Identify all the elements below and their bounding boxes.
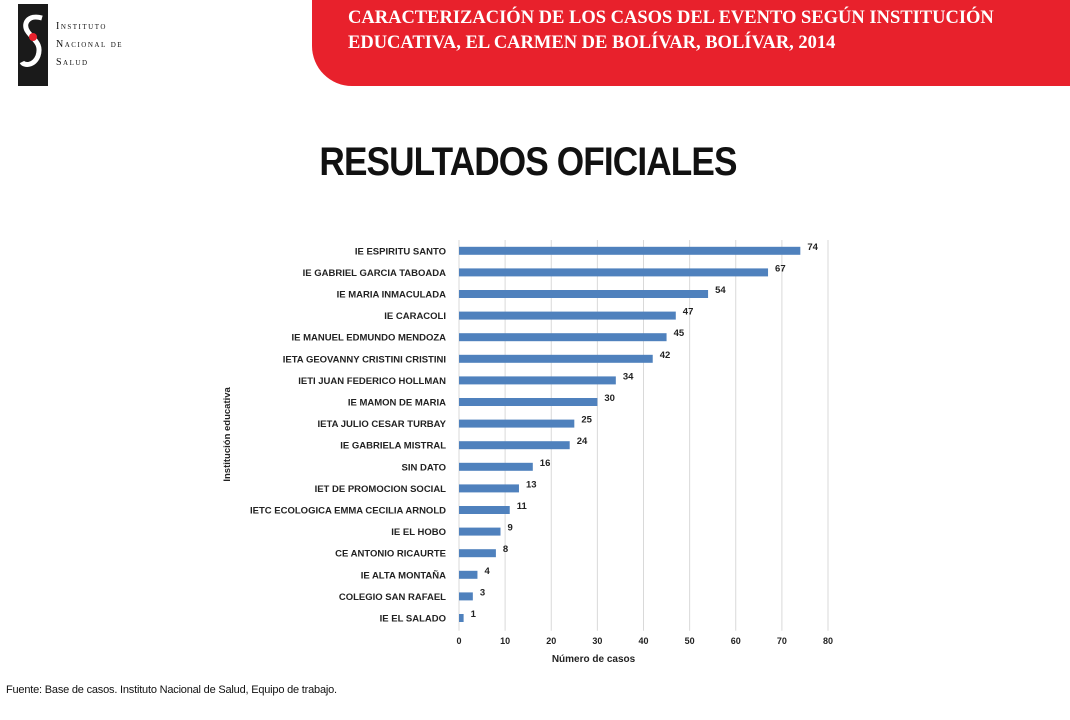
category-label-9: IE GABRIELA MISTRAL xyxy=(340,440,446,452)
bar-chart xyxy=(0,230,1070,670)
bar-4 xyxy=(459,333,667,341)
category-label-0: IE ESPIRITU SANTO xyxy=(354,246,446,258)
x-tick-label-8: 80 xyxy=(822,635,834,646)
bar-0 xyxy=(459,247,800,255)
main-title: RESULTADOS OFICIALES xyxy=(319,140,737,184)
category-label-12: IETC ECOLOGICA EMMA CECILIA ARNOLD xyxy=(250,505,446,517)
bar-5 xyxy=(459,355,653,363)
bar-1 xyxy=(459,268,768,276)
data-label-0: 74 xyxy=(807,241,818,253)
data-label-17: 1 xyxy=(470,609,476,620)
bar-14 xyxy=(459,549,496,557)
category-label-7: IE MAMON DE MARIA xyxy=(347,397,446,409)
category-label-17: IE EL SALADO xyxy=(379,613,446,625)
y-axis-title: Institución educativa xyxy=(222,387,233,482)
bar-8 xyxy=(459,420,574,428)
data-label-10: 16 xyxy=(539,457,551,469)
bar-17 xyxy=(459,614,464,622)
data-label-6: 34 xyxy=(622,371,634,383)
category-label-5: IETA GEOVANNY CRISTINI CRISTINI xyxy=(282,354,446,366)
x-tick-label-1: 10 xyxy=(500,635,511,646)
x-tick-label-6: 60 xyxy=(730,635,741,646)
x-tick-label-4: 40 xyxy=(638,635,649,646)
bar-6 xyxy=(459,376,616,384)
category-label-14: CE ANTONIO RICAURTE xyxy=(335,548,446,560)
category-label-13: IE EL HOBO xyxy=(391,527,446,539)
data-label-4: 45 xyxy=(673,328,685,340)
category-label-15: IE ALTA MONTAÑA xyxy=(360,570,446,582)
bar-10 xyxy=(459,463,533,471)
bar-9 xyxy=(459,441,570,449)
x-axis-title: Número de casos xyxy=(551,653,636,665)
logo-line-3: Salud xyxy=(56,57,89,68)
bar-7 xyxy=(459,398,597,406)
bar-16 xyxy=(459,592,473,600)
bar-12 xyxy=(459,506,510,514)
bar-15 xyxy=(459,571,477,579)
banner-title: CARACTERIZACIÓN DE LOS CASOS DEL EVENTO SEGÚN INSTITUCIÓN EDUCATIVA, EL CARMEN DE BOLÍVAR, BOLÍVAR, 2014 xyxy=(348,8,994,53)
x-tick-label-2: 20 xyxy=(546,635,557,646)
category-label-2: IE MARIA INMACULADA xyxy=(336,289,446,301)
bar-3 xyxy=(459,312,676,320)
category-label-16: COLEGIO SAN RAFAEL xyxy=(338,591,446,603)
title-banner xyxy=(312,0,1070,86)
category-label-4: IE MANUEL EDMUNDO MENDOZA xyxy=(291,332,446,344)
x-tick-label-3: 30 xyxy=(592,635,603,646)
category-label-6: IETI JUAN FEDERICO HOLLMAN xyxy=(298,375,446,387)
x-tick-label-7: 70 xyxy=(776,635,787,646)
data-label-16: 3 xyxy=(479,587,486,599)
x-tick-label-5: 50 xyxy=(684,635,695,646)
data-label-9: 24 xyxy=(576,436,588,448)
logo-line-1: Instituto xyxy=(56,21,107,32)
data-label-5: 42 xyxy=(659,349,671,361)
data-label-2: 54 xyxy=(715,285,726,296)
x-tick-label-0: 0 xyxy=(456,635,462,646)
category-label-11: IET DE PROMOCION SOCIAL xyxy=(314,483,446,495)
category-label-10: SIN DATO xyxy=(401,462,446,474)
data-label-13: 9 xyxy=(507,522,513,534)
category-label-8: IETA JULIO CESAR TURBAY xyxy=(317,419,446,431)
data-label-3: 47 xyxy=(682,306,694,318)
data-label-14: 8 xyxy=(502,544,509,556)
category-label-3: IE CARACOLI xyxy=(384,311,446,323)
data-label-15: 4 xyxy=(484,565,490,577)
bar-2 xyxy=(459,290,708,298)
ins-logo xyxy=(18,4,143,86)
data-label-7: 30 xyxy=(604,393,615,404)
source-footer: Fuente: Base de casos. Instituto Nacional de Salud, Equipo de trabajo. xyxy=(6,684,337,696)
logo-line-2: Nacional de xyxy=(56,39,124,50)
bar-13 xyxy=(459,528,501,536)
ins-logo-mark xyxy=(18,4,48,86)
bar-11 xyxy=(459,484,519,492)
ins-logo-text xyxy=(56,18,123,72)
category-label-1: IE GABRIEL GARCIA TABOADA xyxy=(302,267,446,279)
data-label-11: 13 xyxy=(525,479,537,491)
data-label-1: 67 xyxy=(775,263,786,275)
data-label-12: 11 xyxy=(516,501,527,512)
data-label-8: 25 xyxy=(581,414,592,426)
